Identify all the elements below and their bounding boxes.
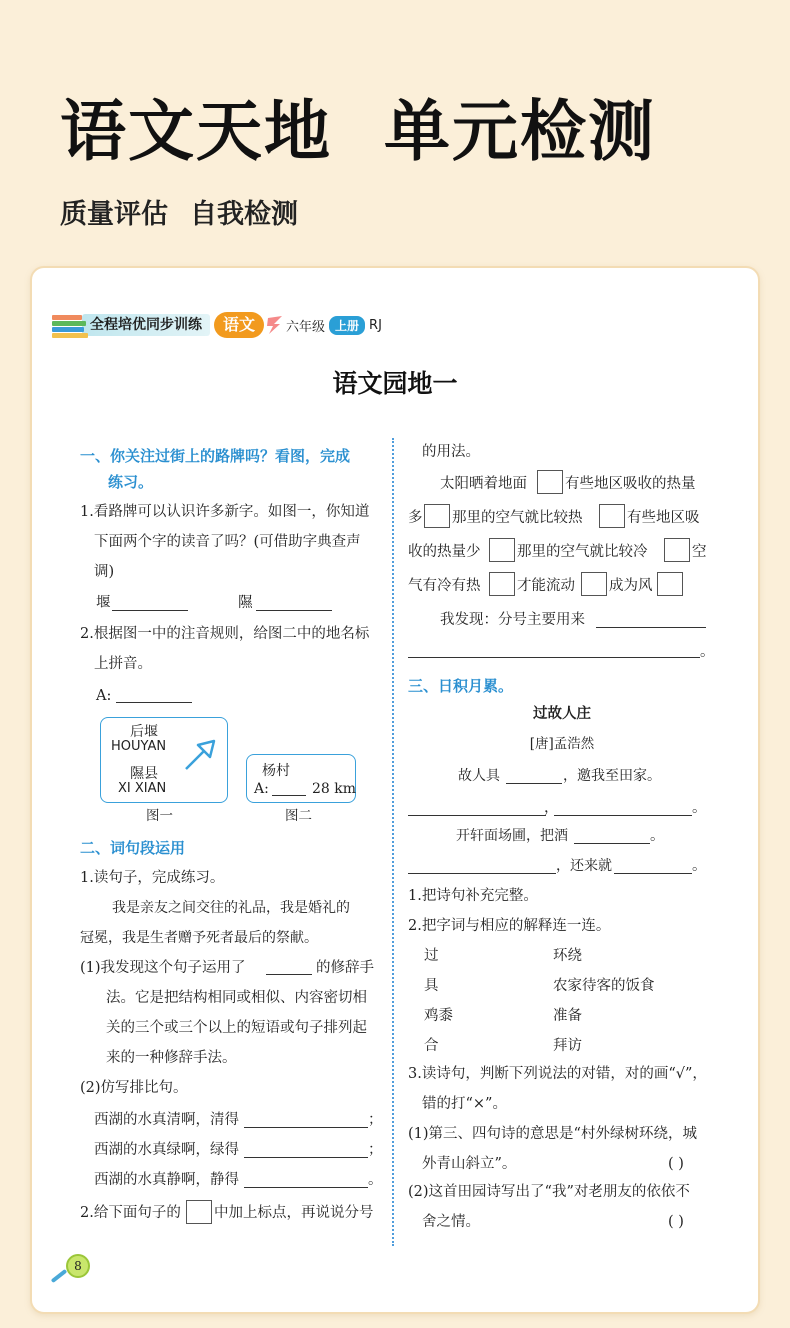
found-text: 我发现：分号主要用来 — [440, 612, 585, 628]
passage-box-8[interactable] — [657, 572, 683, 596]
page-title: 语文园地一 — [332, 369, 458, 398]
lake-semi1: ； — [368, 1112, 383, 1128]
blank-lake3[interactable] — [244, 1187, 368, 1188]
match-word-3[interactable]: 鸡黍 — [424, 1008, 453, 1024]
quote-line2: 冠冕，我是生者赠予死者最后的祭献。 — [80, 930, 318, 946]
lake-line2: 西湖的水真绿啊，绿得 — [94, 1142, 239, 1158]
section3-title: 三、日积月累。 — [408, 677, 514, 695]
blank-found-1[interactable] — [596, 627, 706, 628]
blank-lake2[interactable] — [244, 1157, 368, 1158]
poem-line1-a: 故人具 — [458, 768, 500, 784]
match-word-2[interactable]: 具 — [424, 978, 439, 994]
blank-found-2[interactable] — [408, 657, 700, 658]
q1-text: 1.看路牌可以认识许多新字。如图一，你知道 — [80, 504, 370, 520]
subhead — [60, 192, 298, 231]
judge2-text: (2)这首田园诗写出了“我”对老朋友的依依不 — [408, 1184, 690, 1200]
passage-r4-a: 气有冷有热 — [408, 578, 481, 594]
passage-box-5[interactable] — [664, 538, 690, 562]
blank-answer-a[interactable] — [116, 702, 192, 703]
fig2-caption: 图二 — [285, 808, 312, 824]
s2q2-text-b: 中加上标点，再说说分号 — [214, 1205, 374, 1221]
sign2-blank[interactable] — [272, 795, 306, 796]
p2-text: (2)仿写排比句。 — [80, 1080, 188, 1096]
found-period: 。 — [700, 644, 715, 660]
headline — [60, 78, 656, 173]
lightning-icon — [266, 314, 284, 336]
sign2-label: A: — [254, 781, 269, 797]
r-q3: 3.读诗句，判断下列说法的对错，对的画“√”， — [408, 1066, 707, 1082]
blank-poem-5[interactable] — [408, 873, 556, 874]
brand-subject: 语文 — [214, 312, 264, 338]
blank-poem-3[interactable] — [554, 815, 692, 816]
match-meaning-2[interactable]: 农家待客的饭食 — [553, 978, 655, 994]
brand-bar — [52, 312, 382, 338]
match-word-4[interactable]: 合 — [424, 1038, 439, 1054]
blank-lake1[interactable] — [244, 1127, 368, 1128]
fig1-caption: 图一 — [146, 808, 173, 824]
poem-period-1: 。 — [692, 800, 707, 816]
passage-box-1[interactable] — [537, 470, 563, 494]
books-icon — [52, 313, 88, 337]
passage-box-2[interactable] — [424, 504, 450, 528]
page-number: 8 — [66, 1254, 90, 1278]
p1-text-4: 来的一种修辞手法。 — [106, 1050, 237, 1066]
q1-text-2: 下面两个字的读音了吗？(可借助字典查声 — [94, 534, 361, 550]
sign1-pinyin2: XI XIAN — [118, 781, 167, 796]
passage-r1-b: 有些地区吸收的热量 — [565, 476, 696, 492]
headline-part1: 语文天地 — [60, 93, 332, 170]
p1-text-2: 法。它是把结构相同或相似、内容密切相 — [106, 990, 367, 1006]
quote-line1: 我是亲友之间交往的礼品，我是婚礼的 — [112, 900, 350, 916]
char-yan: 堰 — [96, 595, 111, 611]
q2-text-2: 上拼音。 — [94, 656, 152, 672]
blank-poem-6[interactable] — [614, 873, 692, 874]
r-q1: 1.把诗句补充完整。 — [408, 888, 538, 904]
brand-edition: RJ — [369, 317, 382, 333]
headline-part2: 单元检测 — [384, 93, 656, 170]
section2-title: 二、词句段运用 — [80, 839, 186, 857]
sign1-pinyin1: HOUYAN — [111, 739, 167, 754]
s2q2-text-a: 2.给下面句子的 — [80, 1205, 181, 1221]
match-word-1[interactable]: 过 — [424, 948, 439, 964]
judge2-text-2: 舍之情。 — [422, 1214, 480, 1230]
p1-text-b: 的修辞手 — [316, 960, 374, 976]
poem-author: [唐]孟浩然 — [529, 736, 595, 752]
p1-text-3: 关的三个或三个以上的短语或句子排列起 — [106, 1020, 367, 1036]
subhead-part1: 质量评估 — [60, 199, 168, 230]
match-meaning-3[interactable]: 准备 — [553, 1008, 582, 1024]
r-q2: 2.把字词与相应的解释连一连。 — [408, 918, 611, 934]
poem-line4: ，还来就 — [556, 858, 612, 874]
judge2-paren[interactable]: ( ) — [668, 1214, 684, 1230]
p1-text-a: (1)我发现这个句子运用了 — [80, 960, 246, 976]
sign2-distance: 28 km — [312, 781, 357, 797]
blank-poem-4[interactable] — [574, 843, 650, 844]
judge1-text-2: 外青山斜立”。 — [422, 1156, 517, 1172]
blank-poem-2[interactable] — [408, 815, 546, 816]
lake-line3: 西湖的水真静啊，静得 — [94, 1172, 239, 1188]
section1-title: 一、你关注过街上的路牌吗？看图，完成 — [80, 447, 351, 465]
poem-title: 过故人庄 — [533, 706, 591, 722]
passage-r2-a: 多 — [408, 510, 423, 526]
section1-title-cont: 练习。 — [108, 473, 154, 491]
match-meaning-1[interactable]: 环绕 — [553, 948, 582, 964]
blank-yan[interactable] — [112, 610, 188, 611]
sign2-place: 杨村 — [262, 763, 290, 779]
blank-rhetoric[interactable] — [266, 974, 312, 975]
passage-box-7[interactable] — [581, 572, 607, 596]
passage-r3-a: 收的热量少 — [408, 544, 481, 560]
blank-xi[interactable] — [256, 610, 332, 611]
lake-line1: 西湖的水真清啊，清得 — [94, 1112, 239, 1128]
brand-volume: 上册 — [329, 316, 365, 335]
passage-box-6[interactable] — [489, 572, 515, 596]
passage-r3-b: 那里的空气就比较冷 — [517, 544, 648, 560]
passage-r2-b: 那里的空气就比较热 — [452, 510, 583, 526]
sign1-place1: 后堰 — [130, 724, 158, 740]
answer-a-label: A: — [96, 688, 112, 704]
brand-grade: 六年级 — [286, 319, 326, 335]
blank-poem-1[interactable] — [506, 783, 562, 784]
poem-line3-a: 开轩面场圃，把酒 — [456, 828, 568, 844]
match-meaning-4[interactable]: 拜访 — [553, 1038, 582, 1054]
passage-box-3[interactable] — [599, 504, 625, 528]
passage-r2-c: 有些地区吸 — [627, 510, 700, 526]
lake-period: 。 — [368, 1172, 383, 1188]
q2-text: 2.根据图一中的注音规则，给图二中的地名标 — [80, 626, 370, 642]
poem-line1-b: ，邀我至田家。 — [563, 768, 661, 784]
passage-r4-c: 成为风 — [609, 578, 653, 594]
judge1-paren[interactable]: ( ) — [668, 1156, 684, 1172]
poem-period-3: 。 — [692, 858, 707, 874]
lake-semi2: ； — [368, 1142, 383, 1158]
passage-box-4[interactable] — [489, 538, 515, 562]
s2q1-text: 1.读句子，完成练习。 — [80, 870, 225, 886]
r-q3-2: 错的打“×”。 — [422, 1096, 507, 1112]
column-divider — [392, 438, 394, 1246]
poem-comma-1: ， — [544, 800, 559, 816]
passage-r1-a: 太阳晒着地面 — [440, 476, 527, 492]
char-xi: 隰 — [238, 595, 253, 611]
brand-series: 全程培优同步训练 — [82, 314, 210, 336]
punct-box[interactable] — [186, 1200, 212, 1224]
judge1-text: (1)第三、四句诗的意思是“村外绿树环绕，城 — [408, 1126, 697, 1142]
sign1-place2: 隰县 — [130, 766, 158, 782]
passage-r4-b: 才能流动 — [517, 578, 575, 594]
cont-text: 的用法。 — [422, 444, 480, 460]
poem-period-2: 。 — [650, 828, 665, 844]
subhead-part2: 自我检测 — [190, 199, 298, 230]
passage-r3-c: 空 — [692, 544, 707, 560]
q1-text-3: 调) — [94, 564, 115, 580]
